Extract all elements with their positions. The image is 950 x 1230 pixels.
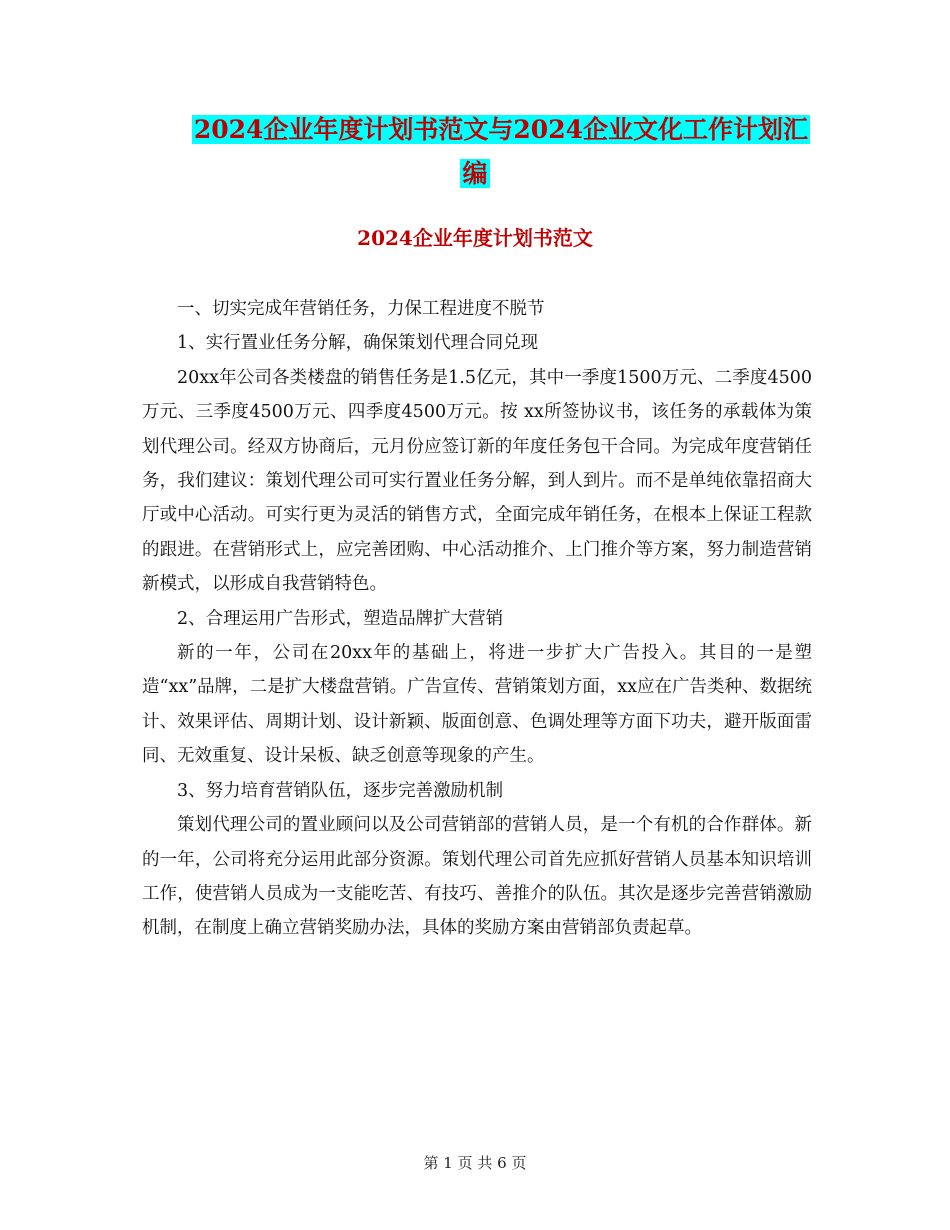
heading-1: 一、切实完成年营销任务，力保工程进度不脱节 (177, 299, 545, 319)
document-title-line-2 (140, 152, 810, 196)
heading-1-1: 1、实行置业任务分解，确保策划代理合同兑现 (177, 333, 539, 354)
section-title: 2024企业年度计划书范文 (357, 226, 593, 250)
paragraph-1: 20xx年公司各类楼盘的销售任务是1.5亿元，其中一季度1500万元、二季度4500万元、三季度4500万元、四季度4500万元。按 xx所签协议书，该任务的承载体为策划代理公司。经双方协商后，元月份应签订新的年度任务包干合同。为完成年度营销任务，我们建议：策划代理公司可实行置业任务分解，到人到片。而不是单纯依靠招商大厅或中心活动。可实行更为灵活的销售方式，全面完成年销任务，在根本上保证工程款的跟进。在营销形式上，应完善团购、中心活动推介、上门推介等方案，努力制造营销新模式，以形成自我营销特色。 (142, 367, 812, 595)
page-footer: 第 1 页 共 6 页 (423, 1154, 527, 1172)
document-title-text-2: 编 (462, 159, 488, 188)
heading-1-3: 3、努力培育营销队伍，逐步完善激励机制 (177, 780, 504, 801)
document-title-line-1 (140, 108, 810, 152)
heading-1-2: 2、合理运用广告形式，塑造品牌扩大营销 (177, 608, 504, 629)
document-title-text-1: 2024企业年度计划书范文与2024企业文化工作计划汇 (193, 115, 808, 144)
document-body (142, 292, 812, 946)
paragraph-2: 新的一年，公司在20xx年的基础上，将进一步扩大广告投入。其目的一是塑造“xx”品牌，二是扩大楼盘营销。广告宣传、营销策划方面，xx应在广告类种、数据统计、效果评估、周期计划、设计新颖、版面创意、色调处理等方面下功夫，避开版面雷同、无效重复、设计呆板、缺乏创意等现象的产生。 (142, 643, 812, 767)
paragraph-3: 策划代理公司的置业顾问以及公司营销部的营销人员，是一个有机的合作群体。新的一年，公司将充分运用此部分资源。策划代理公司首先应抓好营销人员基本知识培训工作，使营销人员成为一支能吃苦、有技巧、善推介的队伍。其次是逐步完善营销激励机制，在制度上确立营销奖励办法，具体的奖励方案由营销部负责起草。 (142, 815, 812, 939)
